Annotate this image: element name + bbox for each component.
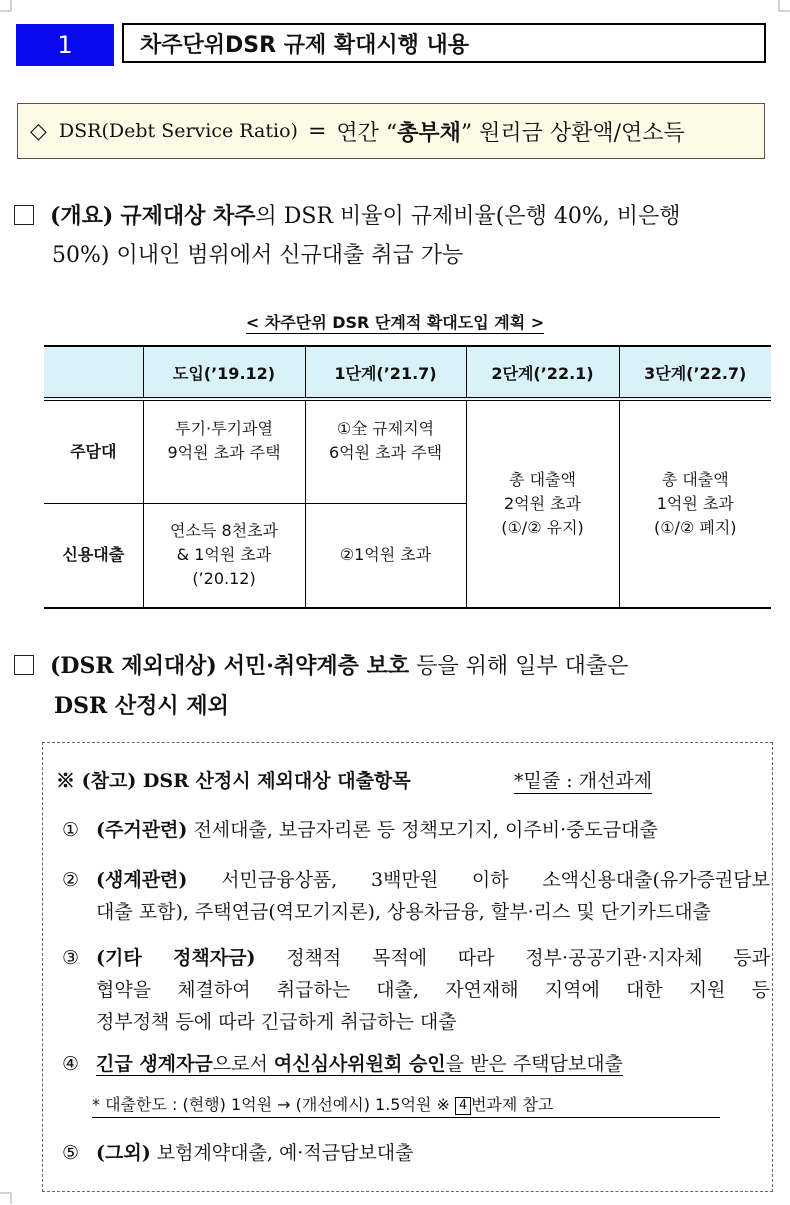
reference-title: ※ (참고) DSR 산정시 제외대상 대출항목 — [56, 770, 411, 792]
list-item: ③ (기타 정책자금) 정책적 목적에 따라 정부·공공기관·지자체 등과 협약을 체결하여 취급하는 대출, 자연재해 지역에 대한 지원 등 정부정책 등에 따라 긴급하게 취급하는 대출 — [62, 947, 771, 1033]
plan-caption: < 차주단위 DSR 단계적 확대도입 계획 > — [245, 313, 545, 332]
checkbox-icon — [14, 205, 34, 225]
table-row — [44, 399, 771, 503]
overview-line-2: 50%) 이내인 범위에서 신규대출 취급 가능 — [52, 243, 464, 268]
reference-note: *밑줄 : 개선과제 — [514, 766, 652, 794]
table-header: 1단계(’21.7) — [305, 346, 466, 399]
section-number: 1 — [16, 24, 114, 66]
list-item: ④ 긴급 생계자금으로서 여신심사위원회 승인을 받은 주택담보대출 — [62, 1053, 623, 1075]
table-header: 2단계(’22.1) — [466, 346, 619, 399]
table-header — [44, 346, 143, 399]
corner-mark — [0, 0, 12, 12]
table-cell: 연소득 8천초과 & 1억원 초과 (’20.12) — [143, 503, 305, 608]
table-cell: ①全 규제지역 6억원 초과 주택 — [305, 399, 466, 503]
list-item: ① (주거관련) 전세대출, 보금자리론 등 정책모기지, 이주비·중도금대출 — [62, 819, 658, 841]
exclusion-line-2: DSR 산정시 제외 — [54, 693, 229, 719]
row-label: 주담대 — [44, 399, 143, 503]
table-cell: 총 대출액 1억원 초과 (①/② 폐지) — [619, 399, 771, 608]
checkbox-icon — [14, 655, 34, 675]
table-header: 도입(’19.12) — [143, 346, 305, 399]
dsr-definition: ◇ DSR (Debt Service Ratio) = 연간 “ 총부채 ” 원리금 상환액/연소득 — [17, 103, 765, 159]
corner-mark — [778, 0, 790, 12]
table-cell: ②1억원 초과 — [305, 503, 466, 608]
corner-mark — [0, 1192, 12, 1204]
row-label: 신용대출 — [44, 503, 143, 608]
list-item: ⑤ (그외) 보험계약대출, 예·적금담보대출 — [62, 1142, 414, 1164]
section-title: 차주단위DSR 규제 확대시행 내용 — [122, 23, 766, 63]
table-cell: 총 대출액 2억원 초과 (①/② 유지) — [466, 399, 619, 608]
table-header-row — [44, 346, 771, 399]
plan-table — [44, 345, 771, 609]
table-cell: 투기·투기과열 9억원 초과 주택 — [143, 399, 305, 503]
table-header: 3단계(’22.7) — [619, 346, 771, 399]
diamond-icon: ◇ — [30, 118, 47, 144]
boxed-number: 4 — [455, 1097, 471, 1115]
list-item: ② (생계관련) 서민금융상품, 3백만원 이하 소액신용대출(유가증권담보 대출 포함), 주택연금(역모기지론), 상용차금융, 할부·리스 및 단기카드대출 — [62, 869, 770, 923]
overview-line-1: (개요) 규제대상 차주의 DSR 비율이 규제비율(은행 40%, 비은행 — [14, 196, 681, 237]
exclusion-line-1: (DSR 제외대상) 서민·취약계층 보호 등을 위해 일부 대출은 — [14, 646, 628, 687]
limit-note: * 대출한도 : (현행) 1억원 → (개선예시) 1.5억원 ※ 4 번과제 참고 — [92, 1092, 720, 1118]
